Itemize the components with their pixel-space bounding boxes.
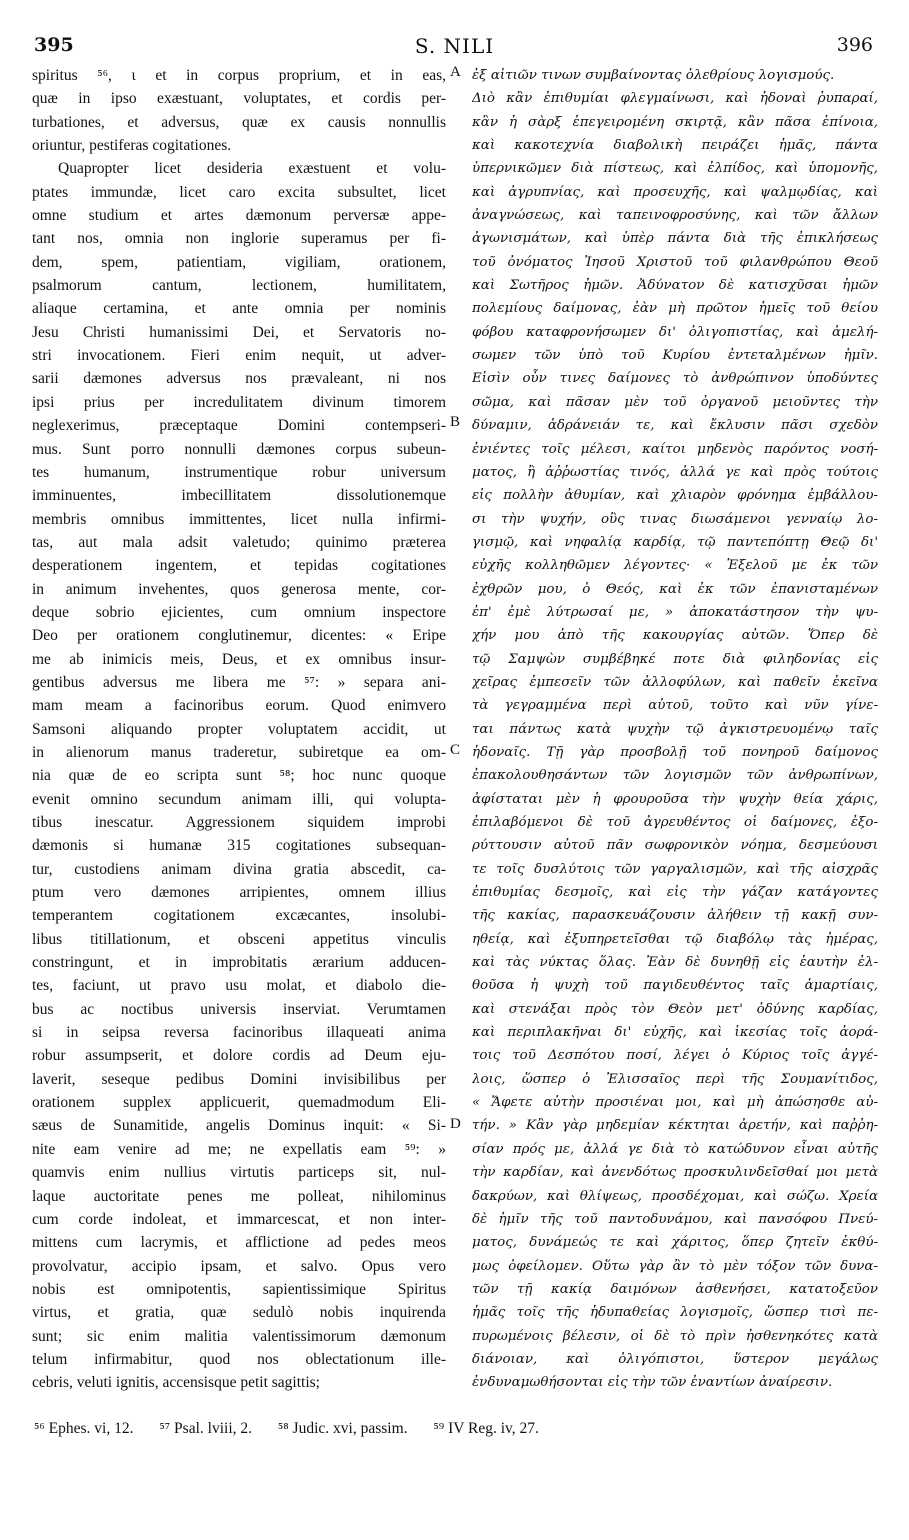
greek-line: σωμεν τῶν ὑπὸ τοῦ Κυρίου ἐντεταλμένων ἡμῖν. — [472, 348, 878, 364]
latin-line: cum corde indoleat, et immarcescat, et non inter- — [32, 1210, 446, 1228]
page-number-left: 395 — [34, 34, 74, 56]
greek-line: τὰ γεγραμμένα περὶ αὐτοῦ, τοῦτο καὶ νῦν γίνε- — [472, 698, 878, 714]
page-number-right: 396 — [836, 34, 873, 56]
greek-line: « Ἄφετε αὐτὴν προσιέναι μοι, καὶ μὴ ἀπώσησθε αὐ- — [472, 1095, 878, 1111]
latin-line: tes, faciunt, ut pravo usu molat, et diabolo die- — [32, 977, 446, 995]
running-title: S. NILI — [414, 34, 495, 58]
greek-line: χήν μου ἀπὸ τῆς κακουργίας αὐτῶν. Ὅπερ δὲ — [472, 628, 878, 644]
greek-line: τοῦ ὀνόματος Ἰησοῦ Χριστοῦ τοῦ φιλανθρώπου Θεοῦ — [472, 254, 878, 270]
latin-line: Deo per orationem conglutinemur, dicentes: « Eripe — [32, 627, 446, 645]
margin-letter-a: A — [450, 64, 461, 80]
latin-line: libus titillationum, et obsceni appetitus vinculis — [32, 930, 446, 948]
greek-line: σι τὴν ψυχήν, οὓς τινας διωσάμενοι γενναίῳ λο- — [472, 511, 878, 527]
greek-line: καὶ περιπλακῆναι δι' εὐχῆς, καὶ ἱκεσίας τοῖς ἀορά- — [472, 1025, 878, 1041]
latin-line: temperantem cogitationem excæcantes, insolubi- — [32, 907, 446, 925]
latin-line: oriuntur, pestiferas cogitationes. — [32, 137, 232, 155]
greek-line: ἀγωνισμάτων, καὶ ὑπὲρ πάντα διὰ τῆς ἐπικλήσεως — [472, 231, 878, 247]
latin-line: mus. Sunt porro nonnulli dæmones corpus subeun- — [32, 440, 446, 458]
greek-line: διάνοιαν, καὶ ὀλιγόπιστοι, ὕστερον μεγάλως — [472, 1351, 878, 1367]
greek-line: σῶμα, καὶ πᾶσαν μὲν τοῦ ὀργανοῦ μειοῦντες τὴν — [472, 394, 878, 410]
greek-line: ρύττουσιν αὐτοῦ πᾶν σωφρονικὸν νόημα, δεσμεύουσι — [472, 838, 878, 854]
footnote-56: ⁵⁶ Ephes. vi, 12. — [34, 1420, 134, 1437]
latin-line: omne studium et artes dæmonum perversæ appe- — [32, 207, 446, 225]
latin-line: virtus, et gratia, quæ sedulò nobis inquirenda — [32, 1304, 446, 1322]
greek-line: ἐχθρῶν μου, ὁ Θεός, καὶ ἐκ τῶν ἐπανισταμένων — [472, 581, 878, 597]
greek-line: ἐπιλαβόμενοι δὲ τοῦ ἀγρευθέντος οἱ δαίμονες, ἐξο- — [472, 815, 878, 830]
greek-line: τῆς κακίας, παρασκευάζουσιν ἀλήθειν τῇ κακῇ συν- — [472, 908, 878, 924]
greek-line: ἐνιέντες τοῖς μέλεσι, καίτοι μηδενὸς παρόντος νοσή- — [472, 441, 878, 457]
greek-line: ἀναγνώσεως, καὶ ταπεινοφροσύνης, καὶ τῶν ἄλλων — [472, 208, 878, 224]
latin-line: tur, custodiens animam divina gratia abscedit, ca- — [32, 860, 446, 878]
running-header — [0, 34, 909, 64]
footnote-57: ⁵⁷ Psal. lviii, 2. — [159, 1420, 252, 1437]
greek-line: ἀφίσταται μὲν ἡ φρουροῦσα τὴν ψυχὴν θεία χάρις, — [472, 791, 878, 807]
greek-line: ἐπακολουθησάντων τῶν λογισμῶν τῶν ἀνθρωπίνων, — [472, 768, 878, 784]
greek-line: θοῦσα ἡ ψυχὴ τοῦ παγιδευθέντος ταῖς ἁμαρτίαις, — [472, 978, 878, 994]
latin-line: constringunt, et in improbitatis ærarium adducen- — [32, 954, 446, 972]
latin-line: in alienorum manus traderetur, subiretque ea om- — [32, 743, 446, 761]
latin-line: sæus de Sunamitide, angelis Dominus inquit: « Si- — [32, 1117, 446, 1135]
greek-line: τοις τοῦ Δεσπότου ποσί, λέγει ὁ Κύριος τοῖς ἀγγέ- — [472, 1048, 878, 1064]
greek-line: Εἰσὶν οὖν τινες δαίμονες τὸ ἀνθρώπινον ὑποδύντες — [472, 371, 878, 387]
greek-line: κἂν ἡ σὰρξ ἐπεγειρομένη σκιρτᾷ, κἂν πᾶσα ἐπίνοια, — [472, 114, 878, 130]
greek-line: χεῖρας ἐμπεσεῖν τῶν ἀλλοφύλων, καὶ παθεῖν ἐκεῖνα — [472, 674, 878, 690]
latin-line: mam meam a facinoribus eorum. Quod enimvero — [32, 697, 446, 715]
latin-line: deque sobrio ejicientes, cum omnium inspectore — [32, 603, 446, 621]
greek-line: λοις, ὥσπερ ὁ Ἐλισσαῖος περὶ τῆς Σουμανίτιδος, — [472, 1071, 878, 1087]
latin-line: dæmonis si humanæ 315 cogitationes subsequan- — [32, 837, 446, 855]
latin-line: tas, aut mala adsit valetudo; quinimo præterea — [32, 533, 446, 551]
greek-line: ματος, ἢ ἀῤῥωστίας τινός, ἀλλά γε καὶ πρὸς τούτοις — [472, 464, 878, 480]
greek-line: τε τοῖς δυσλύτοις τῶν γαργαλισμῶν, καὶ τῆς αἰσχρᾶς — [472, 861, 878, 877]
greek-line: ται πάντως κατὰ ψυχὴν τῷ ἀγκιστρευομένῳ ταῖς — [472, 721, 878, 737]
greek-line: ἡδοναῖς. Τῇ γὰρ προσβολῇ τοῦ πονηροῦ δαίμονος — [472, 744, 878, 760]
latin-line: sunt; sic enim malitia valentissimorum dæmonum — [32, 1327, 446, 1345]
latin-column — [32, 64, 446, 1395]
latin-line: Jesu Christi humanissimi Dei, et Servatoris no- — [32, 323, 446, 341]
greek-line: τήν. » Κἂν γὰρ μηδεμίαν κέκτηται ἀρετήν, καὶ παῤῥη- — [472, 1118, 878, 1134]
greek-line: εὐχῆς κολληθῶμεν λέγοντες· « Ἐξελοῦ με ἐκ τῶν — [472, 558, 878, 574]
latin-line: turbationes, et adversus, quæ ex causis nonnullis — [32, 113, 446, 131]
latin-line: quamvis enim nullius virtutis particeps sit, nul- — [32, 1164, 446, 1182]
greek-line: Διὸ κἂν ἐπιθυμίαι φλεγμαίνωσι, καὶ ἡδοναὶ ῥυπαραί, — [472, 91, 878, 107]
latin-line: me ab inimicis meis, Deus, et ex omnibus insur- — [32, 650, 446, 668]
greek-line: τῷ Σαμψὼν συμβέβηκέ ποτε διὰ φιληδονίας εἰς — [472, 651, 878, 667]
latin-line: ptum vero dæmones arripientes, omnem illius — [32, 884, 446, 902]
greek-line: ἐνδυναμωθήσονται εἰς τὴν τῶν ἐναντίων ἀναίρεσιν. — [472, 1375, 833, 1391]
latin-line: desperationem ingentem, et tepidas cogitationes — [32, 557, 446, 575]
greek-line: τὴν καρδίαν, καὶ ἀνενδότως προσκυλινδεῖσθαί μοι μετὰ — [472, 1165, 878, 1181]
greek-line: ἐπ' ἐμὲ λύτρωσαί με, » ἀποκατάστησον τὴν ψυ- — [472, 604, 878, 620]
greek-line: καὶ στενάξαι πρὸς τὸν Θεὸν μετ' ὀδύνης καρδίας, — [472, 1001, 878, 1017]
greek-line: δύναμιν, ἀδράνειάν τε, καὶ ἔκλυσιν πᾶσι σχεδὸν — [472, 418, 878, 434]
greek-line: σίαν πρός με, ἀλλά γε διὰ τὸ κατώδυνον εἶναι αὐτῆς — [472, 1141, 878, 1157]
greek-line: φόβου καταφρονήσωμεν δι' ὀλιγοπιστίας, καὶ ἀμελή- — [472, 324, 878, 340]
greek-line: καὶ ἀγρυπνίας, καὶ προσευχῆς, καὶ ψαλμῳδίας, καὶ — [472, 184, 878, 200]
latin-line: si in seipsa reversa facinoribus illaqueati anima — [32, 1024, 446, 1042]
latin-line: dem, spem, patientiam, vigiliam, orationem, — [32, 253, 446, 271]
latin-line: tes humanum, instrumentique robur universum — [32, 463, 446, 481]
latin-line: gentibus adversus me libera me ⁵⁷: » separa ani- — [32, 673, 446, 691]
greek-line: γισμῷ, καὶ νηφαλίᾳ καρδίᾳ, τῷ παντεπόπτῃ Θεῷ δι' — [472, 534, 878, 550]
greek-line: πυρωμένοις βέλεσιν, οἱ δὲ τὸ πρὶν ἠσθενηκότες κατὰ — [472, 1328, 878, 1344]
greek-line: ἐξ αἰτιῶν τινων συμβαίνοντας ὀλεθρίους λογισμούς. — [472, 68, 835, 83]
latin-line: psalmorum cantum, lectionem, humilitatem, — [32, 277, 446, 295]
latin-line: evenit omnino secundum animam illi, qui volupta- — [32, 790, 446, 808]
greek-line: ηθείᾳ, καὶ ἐξυπηρετεῖσθαι τῷ διαβόλῳ τὰς ἡμέρας, — [472, 931, 878, 947]
footnotes — [34, 1420, 894, 1438]
greek-line: καὶ Σωτῆρος ἡμῶν. Ἀδύνατον δὲ κατισχῦσαι ἡμῶν — [472, 278, 878, 294]
greek-line: καὶ τὰς νύκτας ὅλας. Ἐὰν δὲ δυνηθῇ εἰς ἑαυτὴν ἐλ- — [472, 955, 878, 971]
latin-line: imminuentes, imbecillitatem dissolutionemque — [32, 487, 446, 505]
latin-line: laverit, seseque pedibus Domini invisibilibus per — [32, 1070, 446, 1088]
greek-line: πολεμίους δαίμονας, ἐὰν μὴ πρῶτον ἡμεῖς τοῦ θείου — [472, 301, 878, 317]
latin-line: ptates immundæ, licet caro excita subsultet, licet — [32, 183, 446, 201]
margin-letter-b: B — [450, 414, 461, 430]
latin-line: robur assumpserit, et dolore cordis ad Deum eju- — [32, 1047, 446, 1065]
latin-line: nobis est omnipotentis, sapientissimique Spiritus — [32, 1280, 446, 1298]
greek-line: μως ὀφείλομεν. Οὕτω γὰρ ἂν τὸ μὲν τόξον τῶν δυνα- — [472, 1258, 878, 1274]
latin-line: aliaque certamina, et ante omnia per nominis — [32, 300, 446, 318]
greek-line: καὶ κακοτεχνία διαβολικὴ πειράζει ἡμᾶς, πάντα — [472, 138, 878, 154]
latin-line: spiritus ⁵⁶, ι et in corpus proprium, et in eas, — [32, 67, 446, 84]
latin-line: mittens cum lacrymis, et afflictione ad pedes meos — [32, 1234, 446, 1252]
latin-line: provolvatur, accipio ipsam, et salvo. Opus vero — [32, 1257, 446, 1275]
greek-line: εἰς πολλὴν ἀθυμίαν, καὶ χλιαρὸν φρόνημα ἐμβάλλου- — [472, 488, 878, 504]
greek-line: δὲ ἡμῖν τῆς τοῦ παντοδυνάμου, καὶ πανσόφου Πνεύ- — [472, 1211, 878, 1227]
latin-line: orationem supplex applicuerit, quemadmodum Eli- — [32, 1094, 446, 1112]
latin-line: Samsoni aliquando propter voluptatem accidit, ut — [32, 720, 446, 738]
greek-line: ἡμᾶς τοῖς τῆς ἡδυπαθείας λογισμοῖς, ὥσπερ τισὶ πε- — [472, 1305, 878, 1321]
latin-line: Quapropter licet desideria exæstuent et volu- — [58, 160, 446, 178]
latin-line: sarii dæmones adversus nos prævaleant, ni nos — [32, 370, 446, 388]
greek-line: τῶν τῇ κακίᾳ δαιμόνων ἀσθενήσει, κατατοξεῦον — [472, 1281, 878, 1297]
latin-line: bus ac noctibus universis inserviat. Verumtamen — [32, 1000, 446, 1018]
greek-column — [472, 64, 878, 1395]
latin-line: ipsi prius per incredulitatem divinum timorem — [32, 393, 446, 411]
latin-line: neglexerimus, præceptaque Domini contempseri- — [32, 417, 446, 435]
greek-line: δακρύων, καὶ θλίψεως, προσδέχομαι, καὶ σώζω. Χρεία — [472, 1188, 878, 1204]
footnote-59: ⁵⁹ IV Reg. iv, 27. — [433, 1420, 539, 1437]
latin-line: laque auctoritate penes me polleat, nihilominus — [32, 1187, 446, 1205]
margin-letter-c: C — [450, 742, 461, 758]
latin-line: tant nos, omnia non inglorie superamus per fi- — [32, 230, 446, 248]
latin-line: membris omnibus immittentes, licet nulla infirmi- — [32, 510, 446, 528]
latin-line: tibus inescatur. Aggressionem siquidem improbi — [32, 814, 446, 831]
latin-line: nite eam venire ad me; ne expellatis eam ⁵⁹: » — [32, 1140, 446, 1158]
greek-line: ὑπερνικῶμεν διὰ πίστεως, καὶ ἐλπίδος, καὶ ὑπομονῆς, — [472, 161, 878, 177]
margin-letter-d: D — [450, 1116, 461, 1132]
latin-line: cebris, veluti ignitis, accensisque petit sagittis; — [32, 1374, 320, 1392]
footnote-58: ⁵⁸ Judic. xvi, passim. — [277, 1420, 408, 1437]
latin-line: quæ in ipso exæstuant, voluptates, et cordis per- — [32, 90, 446, 108]
latin-line: nia quæ de eo scripta sunt ⁵⁸; hoc nunc quoque — [32, 767, 446, 785]
greek-line: ἐπιθυμίας δεσμοῖς, καὶ εἰς τὴν γάζαν κατάγοντες — [472, 885, 878, 901]
latin-line: stri invocationem. Fieri enim nequit, ut adver- — [32, 347, 446, 365]
greek-line: ματος, δυνάμεώς τε καὶ χάριτος, ὅπερ ζητεῖν ἐκθύ- — [472, 1235, 878, 1251]
latin-line: telum infirmabitur, quod nos oblectationum ille- — [32, 1350, 446, 1368]
latin-line: in animum invehentes, quos generosa mente, cor- — [32, 580, 446, 598]
